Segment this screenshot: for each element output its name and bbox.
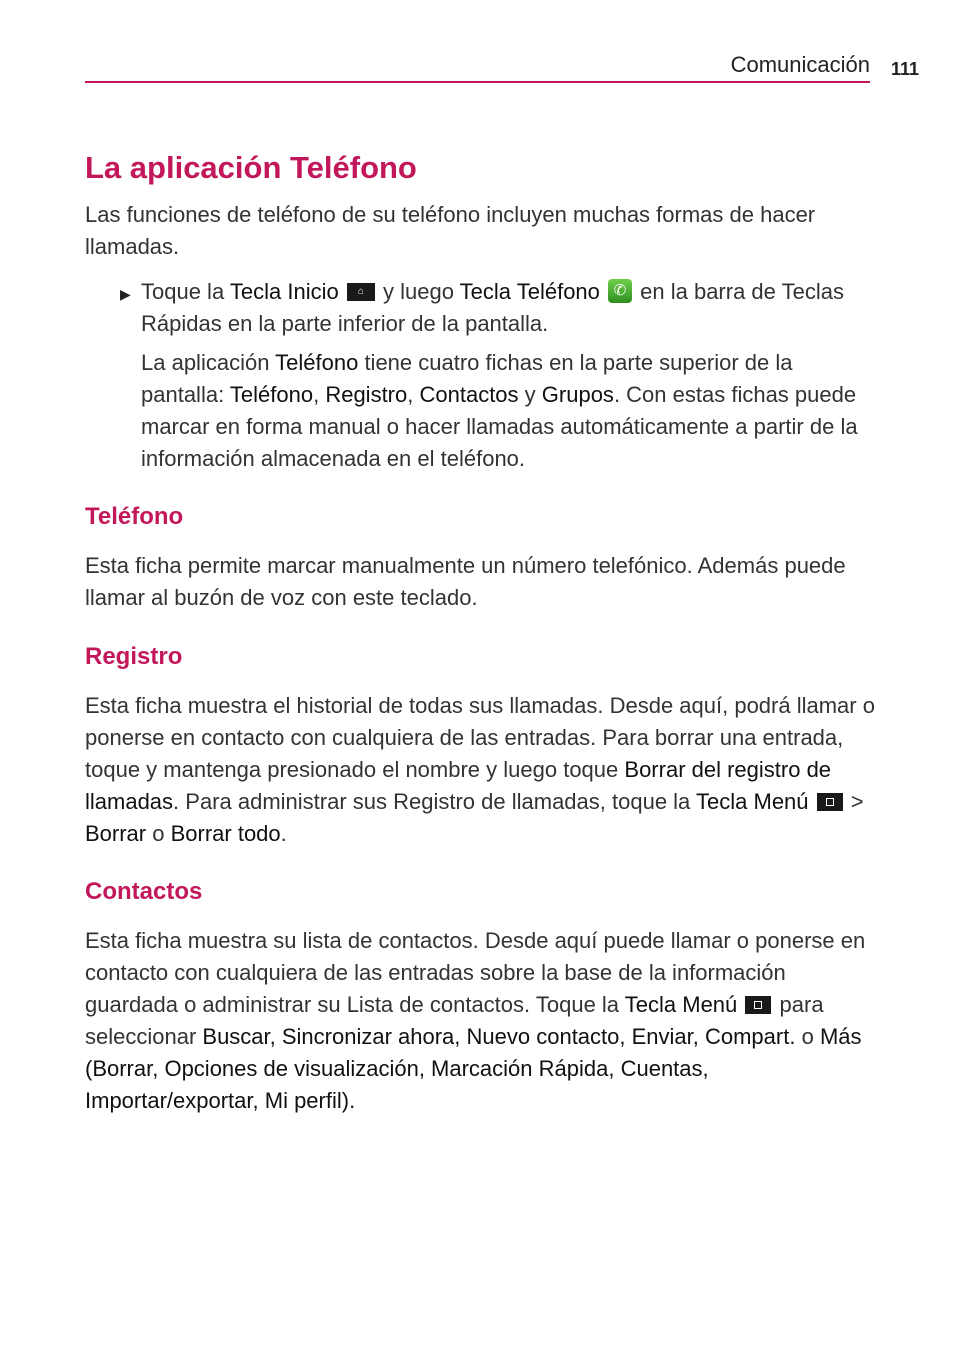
phone-key-label: Tecla Teléfono — [459, 279, 600, 304]
intro-paragraph: Las funciones de teléfono de su teléfono incluyen muchas formas de hacer llamadas. — [85, 202, 816, 259]
desc-key: Teléfono — [275, 350, 359, 375]
desc-key: Contactos — [419, 382, 519, 407]
bullet-instruction — [141, 276, 871, 340]
contactos-key: Más (Borrar, Opciones de visualización, Marcación Rápida, Cuentas, Importar/exportar, Mi perfil). — [85, 1024, 862, 1113]
desc-text: , — [313, 382, 326, 407]
header-divider — [85, 81, 870, 83]
desc-text: , — [407, 382, 420, 407]
home-key-icon: ⌂ — [347, 283, 375, 301]
page-number: 111 — [891, 59, 920, 79]
desc-text: . Con estas fichas puede marcar en forma manual o hacer llamadas automáticamente a partir de la información almacenada en el teléfono. — [141, 382, 858, 471]
desc-text: tiene cuatro fichas en la parte superior de la pantalla: — [141, 350, 793, 407]
contactos-key: Tecla Menú — [624, 992, 738, 1017]
triangle-right-icon: ▶ — [120, 286, 131, 302]
bullet-text-1: Toque la — [141, 279, 230, 304]
registro-key: Borrar del registro de llamadas — [85, 757, 832, 814]
desc-key: Grupos — [541, 382, 614, 407]
phone-key-icon: ✆ — [608, 279, 632, 303]
registro-key: Tecla Menú — [696, 789, 809, 814]
section-body-telefono: Esta ficha permite marcar manualmente un número telefónico. Además puede llamar al buzón de voz con este teclado. — [85, 553, 846, 610]
registro-key: Borrar todo — [170, 821, 281, 846]
section-name: Comunicación — [730, 52, 870, 77]
registro-text: > — [844, 789, 864, 814]
contactos-text: Esta ficha muestra su lista de contactos. Desde aquí puede llamar o ponerse en contacto con cualquiera de las entradas sobre la base de la información guardada o administrar su Lista de contactos. Toque la — [85, 928, 866, 1017]
desc-key: Teléfono — [229, 382, 314, 407]
desc-key: Registro — [325, 382, 408, 407]
section-heading-telefono: Teléfono — [85, 503, 184, 530]
desc-text: y — [518, 382, 542, 407]
bullet-text-3: en la barra de Teclas Rápidas en la parte inferior de la pantalla. — [141, 279, 844, 336]
registro-text: . Para administrar sus Registro de llamadas, toque la — [173, 789, 697, 814]
registro-key: Borrar — [85, 821, 147, 846]
registro-text: . — [280, 821, 287, 846]
contactos-text: para seleccionar — [85, 992, 824, 1049]
contactos-key: Buscar, Sincronizar ahora, Nuevo contacto, Enviar, Compart. — [202, 1024, 796, 1049]
desc-text: La aplicación — [141, 350, 276, 375]
menu-key-icon — [745, 996, 771, 1014]
menu-key-icon — [817, 793, 843, 811]
bullet-text-2: y luego — [376, 279, 460, 304]
section-heading-contactos: Contactos — [85, 878, 203, 905]
page-title: La aplicación Teléfono — [85, 150, 417, 185]
home-key-label: Tecla Inicio — [229, 279, 339, 304]
registro-text: o — [146, 821, 171, 846]
app-description — [141, 347, 871, 475]
section-body-contactos — [85, 925, 875, 1117]
registro-text: Esta ficha muestra el historial de todas sus llamadas. Desde aquí, podrá llamar o ponerse en contacto con cualquiera de las entradas. Para borrar una entrada, toque y mantenga presionado el nombre y luego toque — [85, 693, 875, 782]
contactos-text: o — [795, 1024, 820, 1049]
section-heading-registro: Registro — [85, 643, 183, 670]
section-body-registro — [85, 690, 875, 850]
